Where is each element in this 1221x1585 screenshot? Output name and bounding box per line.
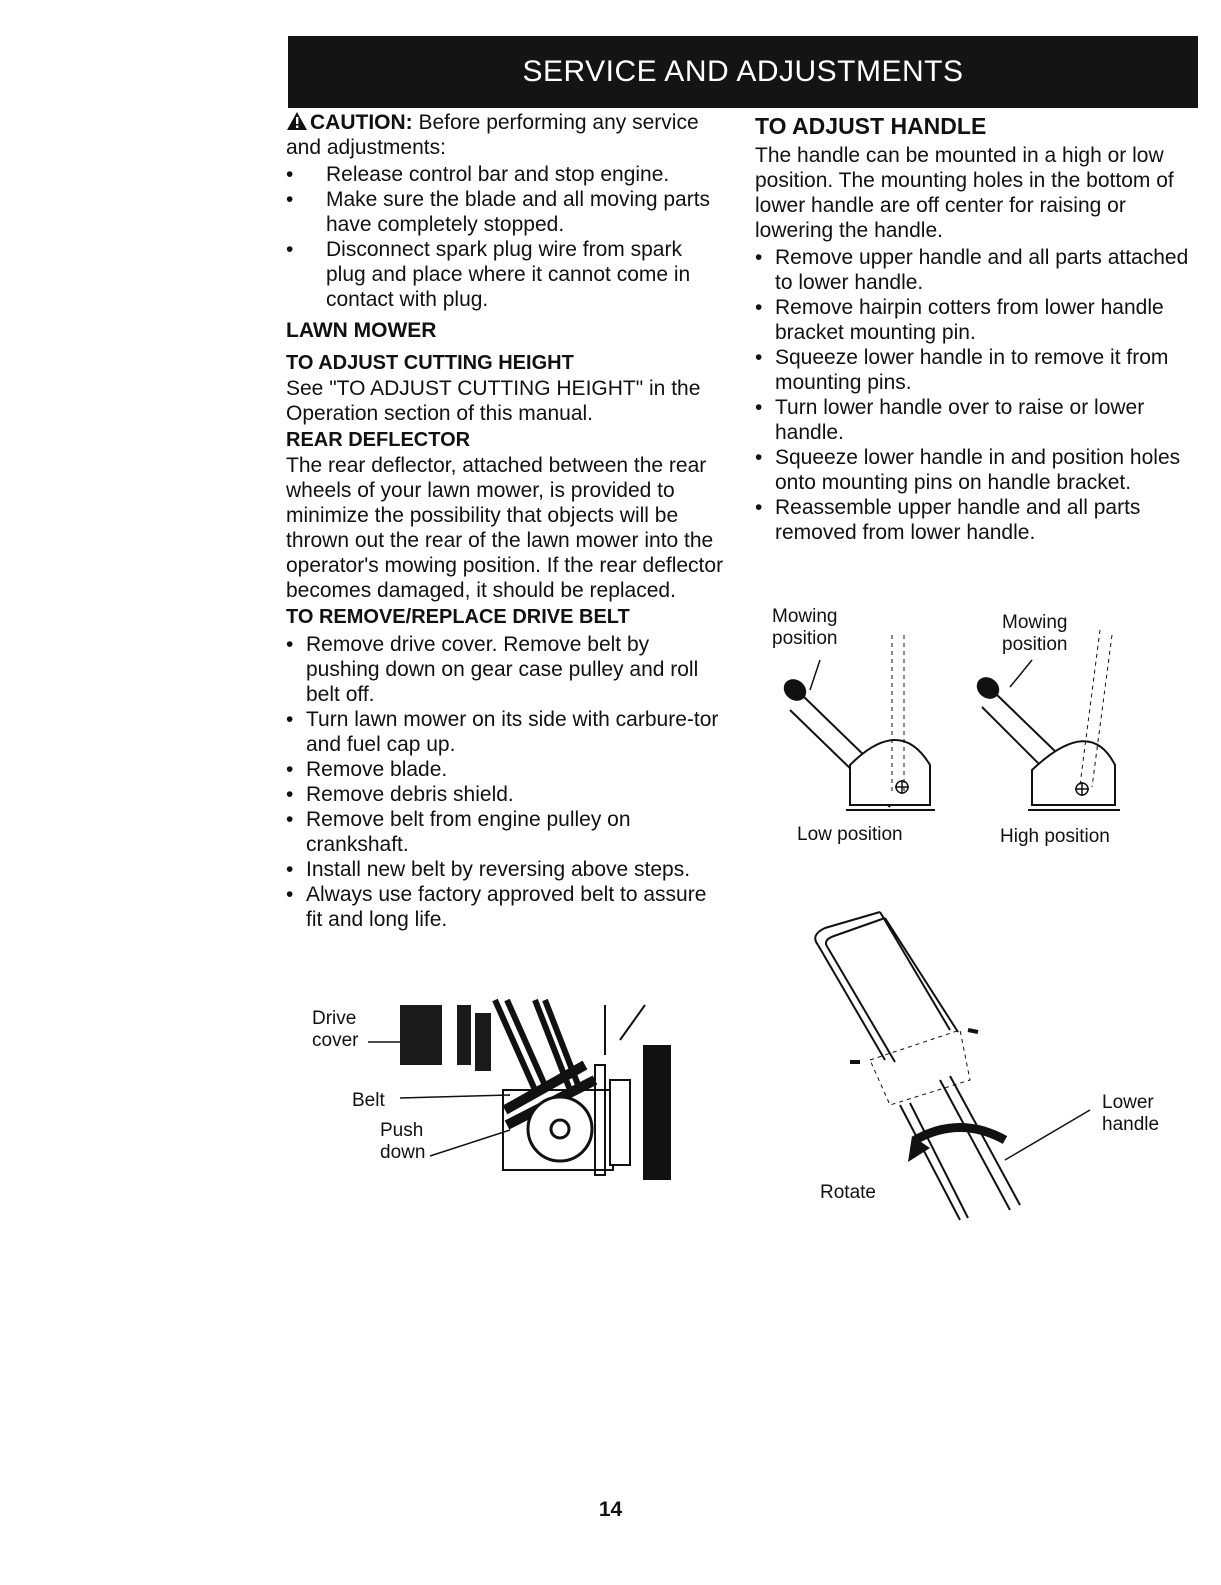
list-item: • Release control bar and stop engine. bbox=[286, 162, 726, 187]
list-item: • Install new belt by reversing above steps. bbox=[286, 857, 726, 882]
rear-deflector-text: The rear deflector, attached between the rear wheels of your lawn mower, is provided to minimize the possibility that objects will be thrown out the rear of the lawn mower into the operator's mowing position. If the rear deflector becomes damaged, it should be replaced. bbox=[286, 454, 724, 602]
right-column bbox=[755, 114, 1195, 549]
list-item: • Squeeze lower handle in to remove it from mounting pins. bbox=[755, 345, 1195, 395]
list-item: • Disconnect spark plug wire from spark plug and place where it cannot come in contact with plug. bbox=[286, 237, 726, 312]
push-down-label: Push down bbox=[380, 1120, 426, 1163]
page-number: 14 bbox=[598, 1498, 623, 1521]
list-item: • Turn lower handle over to raise or lower handle. bbox=[755, 395, 1195, 445]
cutting-height-heading: TO ADJUST CUTTING HEIGHT bbox=[286, 352, 574, 374]
list-item: • Remove upper handle and all parts attached to lower handle. bbox=[755, 245, 1195, 295]
section-banner bbox=[288, 36, 1198, 108]
belt-label: Belt bbox=[352, 1090, 385, 1111]
low-position-label: Low position bbox=[797, 824, 903, 845]
mowing-position-label-high: Mowing position bbox=[1002, 612, 1068, 655]
banner-title: SERVICE AND ADJUSTMENTS bbox=[522, 55, 964, 88]
caution-paragraph bbox=[286, 110, 726, 160]
list-item: • Remove drive cover. Remove belt by pushing down on gear case pulley and roll belt off. bbox=[286, 632, 726, 707]
list-item: • Always use factory approved belt to assure fit and long life. bbox=[286, 882, 726, 932]
lawn-mower-heading: LAWN MOWER bbox=[286, 319, 437, 342]
list-item: • Make sure the blade and all moving parts have completely stopped. bbox=[286, 187, 726, 237]
rear-deflector-heading: REAR DEFLECTOR bbox=[286, 429, 471, 451]
rotate-label: Rotate bbox=[820, 1182, 876, 1203]
lower-handle-label: Lower handle bbox=[1102, 1092, 1160, 1135]
list-item: • Reassemble upper handle and all parts removed from lower handle. bbox=[755, 495, 1195, 545]
list-item: • Remove belt from engine pulley on crankshaft. bbox=[286, 807, 726, 857]
list-item: • Remove debris shield. bbox=[286, 782, 726, 807]
drive-belt-list bbox=[286, 632, 726, 932]
caution-list bbox=[286, 162, 726, 312]
list-item: • Remove blade. bbox=[286, 757, 726, 782]
handle-position-illustration bbox=[770, 655, 1150, 820]
drive-cover-label: Drive cover bbox=[312, 1008, 359, 1051]
adjust-handle-list bbox=[755, 245, 1195, 545]
adjust-handle-text: The handle can be mounted in a high or low position. The mounting holes in the bottom of lower handle are off center for raising or lowering the handle. bbox=[755, 144, 1174, 242]
drive-belt-heading: TO REMOVE/REPLACE DRIVE BELT bbox=[286, 606, 630, 628]
belt-figure-leader-lines bbox=[360, 1030, 560, 1170]
caution-intro: Before performing any service and adjustments: bbox=[286, 111, 699, 159]
adjust-handle-heading: TO ADJUST HANDLE bbox=[755, 113, 987, 139]
mowing-position-label-low: Mowing position bbox=[772, 606, 838, 649]
list-item: • Turn lawn mower on its side with carbure-tor and fuel cap up. bbox=[286, 707, 726, 757]
left-column bbox=[286, 110, 726, 936]
cutting-height-text: See "TO ADJUST CUTTING HEIGHT" in the Operation section of this manual. bbox=[286, 377, 701, 425]
list-item: • Remove hairpin cotters from lower handle bracket mounting pin. bbox=[755, 295, 1195, 345]
high-position-label: High position bbox=[1000, 826, 1110, 847]
caution-label: CAUTION: bbox=[310, 111, 413, 134]
list-item: • Squeeze lower handle in and position holes onto mounting pins on handle bracket. bbox=[755, 445, 1195, 495]
warning-triangle-icon bbox=[286, 111, 308, 131]
